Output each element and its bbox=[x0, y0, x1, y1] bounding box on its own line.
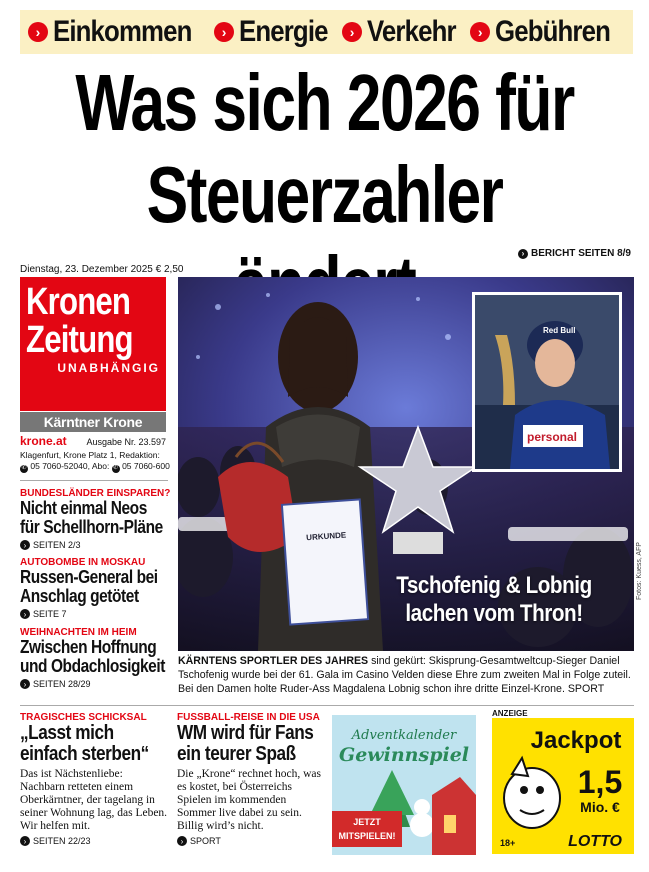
story-kicker: WEIHNACHTEN IM HEIM bbox=[20, 627, 137, 638]
topic-label: Verkehr bbox=[367, 15, 456, 48]
lead-text: sind gekürt: Skisprung-Gesamtweltcup-Sieger Daniel Tschofenig wurde bei der 61. Gala im Casino Velden diese Ehre zum zweiten Mal in Folge zuteil. Bei den Damen holte Ruder-Ass Magdalena Lobnig schon ihre dritte Einzel-Krone. bbox=[178, 655, 631, 695]
bottom-story-1[interactable] bbox=[20, 712, 170, 846]
inset-illustration bbox=[475, 295, 619, 469]
chevron-right-icon: › bbox=[518, 249, 528, 259]
bottom-story-2[interactable] bbox=[177, 712, 327, 846]
topic-gebuehren[interactable] bbox=[470, 15, 629, 49]
chevron-right-icon: › bbox=[20, 609, 30, 619]
topic-einkommen[interactable] bbox=[28, 15, 214, 49]
phone-icon: ✆ bbox=[113, 465, 119, 471]
inset-logo-text: Red Bull bbox=[543, 326, 576, 335]
photo-caption-line1: Tschofenig & Lobnig bbox=[396, 572, 592, 599]
lotto-illustration bbox=[492, 718, 634, 854]
story-kicker: AUTOBOMBE IN MOSKAU bbox=[20, 557, 146, 568]
site-link[interactable]: krone.at bbox=[20, 434, 67, 448]
lead-tag: SPORT bbox=[567, 683, 605, 695]
main-headline-line2[interactable]: Steuerzahler bbox=[146, 150, 503, 239]
lotto-brand: LOTTO bbox=[568, 833, 622, 850]
address-block bbox=[20, 450, 170, 473]
chevron-right-icon: › bbox=[177, 836, 187, 846]
ref-label: SPORT bbox=[190, 836, 221, 846]
divider bbox=[20, 480, 168, 481]
lead-story[interactable] bbox=[178, 654, 634, 696]
chevron-right-icon: › bbox=[28, 22, 48, 42]
logo-word-zeitung: Zeitung bbox=[26, 319, 133, 361]
site-line bbox=[20, 434, 166, 448]
story-ref bbox=[20, 540, 170, 550]
jackpot-text: Jackpot bbox=[530, 727, 622, 754]
address-text: Klagenfurt, Krone Platz 1, Redaktion: bbox=[20, 450, 160, 460]
issue-number: Ausgabe Nr. 23.597 bbox=[86, 437, 166, 447]
photo-credit: Fotos: Kuess, AFP bbox=[636, 542, 643, 600]
gewinnspiel-ad[interactable] bbox=[332, 715, 476, 855]
main-headline-line1[interactable]: Was sich 2026 für bbox=[75, 58, 574, 147]
ref-label: SEITEN 2/3 bbox=[33, 540, 81, 550]
topic-label: Einkommen bbox=[53, 15, 192, 48]
chevron-right-icon: › bbox=[20, 679, 30, 689]
story-ref bbox=[20, 836, 170, 846]
left-story-2[interactable] bbox=[20, 557, 170, 619]
photo-caption-line2: lachen vom Thron! bbox=[405, 600, 583, 627]
topic-bar bbox=[20, 10, 633, 54]
chevron-right-icon: › bbox=[470, 22, 490, 42]
phone-redaktion: 05 7060-52040, Abo: bbox=[30, 461, 110, 471]
bericht-reference[interactable] bbox=[518, 248, 631, 259]
dateline: Dienstag, 23. Dezember 2025 € 2,50 bbox=[20, 264, 184, 275]
chevron-right-icon: › bbox=[342, 22, 362, 42]
story-title: WM wird für Fans bbox=[177, 722, 314, 744]
left-story-3[interactable] bbox=[20, 627, 170, 689]
logo-subtitle: UNABHÄNGIG bbox=[57, 361, 160, 375]
ref-label: SEITEN 22/23 bbox=[33, 836, 91, 846]
topic-energie[interactable] bbox=[214, 15, 342, 49]
story-title: ein teurer Spaß bbox=[177, 743, 296, 765]
inset-photo[interactable] bbox=[472, 292, 622, 472]
story-ref bbox=[177, 836, 327, 846]
divider bbox=[20, 705, 634, 706]
ref-label: SEITE 7 bbox=[33, 609, 67, 619]
gewinnspiel-illustration bbox=[332, 715, 476, 855]
lead-kicker: KÄRNTENS SPORTLER DES JAHRES bbox=[178, 655, 369, 667]
story-body: Das ist Nächstenliebe: Nachbarn retteten einem Oberkärntner, der tagelang in seiner Wohnung lag, das Leben. Wir helfen mit. bbox=[20, 768, 168, 832]
story-ref bbox=[20, 609, 170, 619]
topic-label: Gebühren bbox=[495, 15, 611, 48]
ad-title-1: Adventkalender bbox=[351, 728, 457, 743]
topic-label: Energie bbox=[239, 15, 328, 48]
jackpot-amount: 1,5 bbox=[577, 764, 623, 800]
story-body: Die „Krone“ rechnet hoch, was es kostet, bei Österreichs Spielen im kommenden Sommer live dabei zu sein. Billig wird’s nicht. bbox=[177, 768, 322, 832]
story-kicker: TRAGISCHES SCHICKSAL bbox=[20, 712, 147, 723]
urkunde-text: URKUNDE bbox=[305, 530, 347, 543]
story-title: einfach sterben“ bbox=[20, 743, 149, 765]
phone-abo: 05 7060-600 bbox=[122, 461, 170, 471]
ad-cta-2: MITSPIELEN! bbox=[338, 831, 396, 841]
photo-caption bbox=[379, 572, 609, 628]
topic-verkehr[interactable] bbox=[342, 15, 470, 49]
jackpot-unit: Mio. € bbox=[580, 799, 620, 815]
phone-icon: ✆ bbox=[21, 465, 27, 471]
story-title: Anschlag getötet bbox=[20, 586, 139, 606]
bericht-label: BERICHT SEITEN 8/9 bbox=[530, 248, 631, 259]
left-story-1[interactable] bbox=[20, 488, 170, 550]
masthead-logo[interactable] bbox=[20, 277, 166, 411]
story-title: „Lasst mich bbox=[20, 722, 114, 744]
story-kicker: FUSSBALL-REISE IN DIE USA bbox=[177, 712, 320, 723]
chevron-right-icon: › bbox=[214, 22, 234, 42]
story-title: Zwischen Hoffnung bbox=[20, 637, 157, 657]
logo-word-kronen: Kronen bbox=[26, 281, 131, 323]
story-title: für Schellhorn-Pläne bbox=[20, 517, 163, 537]
ad-title-2: Gewinnspiel bbox=[338, 744, 470, 766]
chevron-right-icon: › bbox=[20, 540, 30, 550]
ad-cta-1: JETZT bbox=[353, 817, 381, 827]
story-title: Russen-General bei bbox=[20, 567, 158, 587]
story-ref bbox=[20, 679, 170, 689]
story-title: Nicht einmal Neos bbox=[20, 498, 147, 518]
age-badge: 18+ bbox=[500, 838, 516, 848]
edition-label: Kärntner Krone bbox=[20, 412, 166, 432]
chevron-right-icon: › bbox=[20, 836, 30, 846]
lotto-ad[interactable] bbox=[492, 718, 634, 854]
ad-label: ANZEIGE bbox=[492, 709, 528, 718]
ref-label: SEITEN 28/29 bbox=[33, 679, 91, 689]
banner-text: personal bbox=[527, 430, 578, 444]
story-title: und Obdachlosigkeit bbox=[20, 656, 165, 676]
story-kicker: BUNDESLÄNDER EINSPAREN? bbox=[20, 488, 171, 499]
